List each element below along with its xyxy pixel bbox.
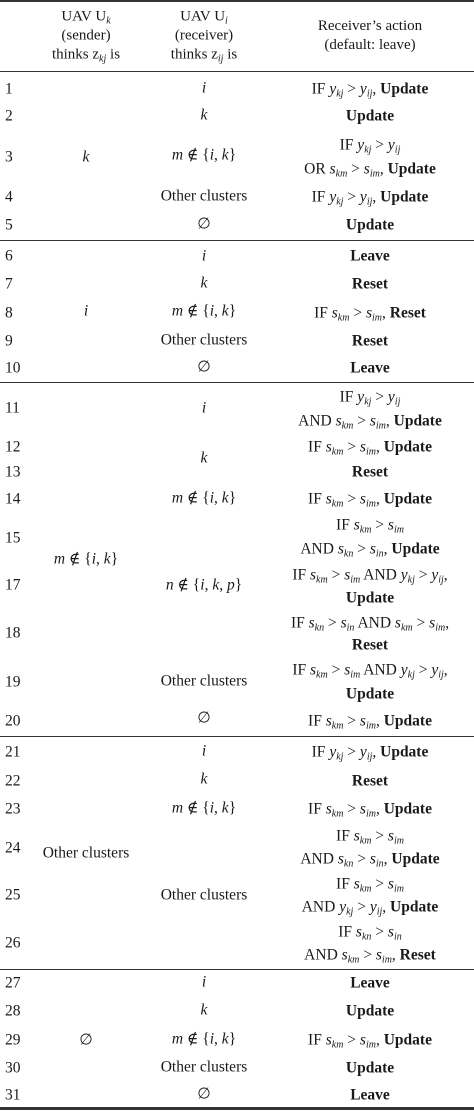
header-sender-line-1: UAV $U_k$ (61, 8, 111, 27)
receiver-value: k (200, 274, 208, 292)
action-text: Update (345, 1002, 395, 1020)
receiver-value: Other clusters (160, 331, 248, 349)
receiver-value: m ∉ {i, k} (171, 1030, 237, 1048)
receiver-value: ∅ (197, 215, 211, 233)
action-text: Leave (350, 974, 390, 992)
row-number: 7 (5, 275, 13, 293)
row-number: 22 (5, 772, 21, 790)
top-rule (0, 0, 474, 2)
group-rule (0, 240, 474, 241)
receiver-value: ∅ (197, 709, 211, 727)
header-receiver-line-3: thinks $z_{ij}$ is (170, 46, 238, 65)
action-text: IF $s_{km} > s_{im}$ (336, 516, 404, 536)
row-number: 25 (5, 886, 21, 904)
header-receiver-line-2: (receiver) (174, 27, 234, 44)
row-number: 26 (5, 934, 21, 952)
sender-value: Other clusters (42, 844, 130, 862)
receiver-value: Other clusters (160, 886, 248, 904)
receiver-value: k (200, 449, 208, 467)
action-text: Reset (351, 332, 389, 350)
action-text: IF $y_{kj} > y_{ij}$, Update (311, 80, 429, 100)
action-text: IF $y_{kj} > y_{ij}$ (339, 388, 401, 408)
action-text: IF $s_{kn} > s_{in}$ (338, 923, 402, 943)
action-text: IF $s_{km} > s_{im}$, Update (308, 438, 432, 458)
row-number: 2 (5, 107, 13, 125)
receiver-value: k (200, 106, 208, 124)
action-text: IF $y_{kj} > y_{ij}$, Update (311, 743, 429, 763)
row-number: 13 (5, 463, 21, 481)
sender-value: i (83, 302, 89, 320)
receiver-value: i (201, 399, 207, 417)
row-number: 28 (5, 1002, 21, 1020)
action-text: Update (345, 589, 395, 607)
row-number: 30 (5, 1059, 21, 1077)
header-receiver (171, 8, 237, 65)
action-text: Update (345, 216, 395, 234)
action-text: IF $s_{km} > s_{im}$, Update (308, 712, 432, 732)
header-rule (0, 71, 474, 72)
action-text: IF $s_{km} > s_{im}$, Reset (314, 304, 426, 324)
receiver-value: i (201, 742, 207, 760)
action-text: Leave (350, 247, 390, 265)
header-action-line-1: Receiver’s action (317, 18, 423, 34)
action-text: IF $s_{kn} > s_{in}$ AND $s_{km} > s_{im}$, (290, 614, 450, 634)
row-number: 1 (5, 80, 13, 98)
action-text: IF $s_{km} > s_{im}$, Update (308, 1031, 432, 1051)
group-rule (0, 736, 474, 737)
group-rule (0, 382, 474, 383)
receiver-value: ∅ (197, 1085, 211, 1103)
action-text: IF $y_{kj} > y_{ij}$, Update (311, 188, 429, 208)
action-text: Update (345, 1059, 395, 1077)
row-number: 21 (5, 743, 21, 761)
action-text: Reset (351, 463, 389, 481)
action-text: IF $s_{km} > s_{im}$ AND $y_{kj} > y_{ij}$, (292, 566, 448, 586)
action-text: Leave (350, 359, 390, 377)
action-text: AND $s_{km} > s_{im}$, Update (298, 412, 442, 432)
row-number: 4 (5, 188, 13, 206)
header-sender-line-2: (sender) (61, 27, 111, 44)
receiver-value: m ∉ {i, k} (171, 302, 237, 320)
row-number: 20 (5, 712, 21, 730)
action-text: OR $s_{km} > s_{im}$, Update (304, 160, 436, 180)
row-number: 31 (5, 1086, 21, 1104)
row-number: 5 (5, 216, 13, 234)
row-number: 14 (5, 490, 21, 508)
row-number: 27 (5, 974, 21, 992)
receiver-value: i (201, 973, 207, 991)
action-text: IF $s_{km} > s_{im}$, Update (308, 490, 432, 510)
action-text: AND $s_{km} > s_{im}$, Reset (304, 946, 436, 966)
receiver-value: m ∉ {i, k} (171, 799, 237, 817)
receiver-value: k (200, 1001, 208, 1019)
header-action (318, 17, 422, 55)
header-receiver-line-1: UAV $U_i$ (180, 8, 228, 27)
receiver-value: Other clusters (160, 187, 248, 205)
header-sender (52, 8, 120, 65)
header-action-line-2: (default: leave) (324, 37, 416, 53)
receiver-value: k (200, 770, 208, 788)
row-number: 18 (5, 624, 21, 642)
sender-value: ∅ (79, 1031, 93, 1049)
action-text: AND $s_{kn} > s_{in}$, Update (300, 540, 440, 560)
header-sender-line-3: thinks $z_{kj}$ is (51, 46, 121, 65)
receiver-value: i (201, 79, 207, 97)
sender-value: k (82, 148, 90, 166)
row-number: 12 (5, 438, 21, 456)
receiver-value: ∅ (197, 358, 211, 376)
row-number: 23 (5, 800, 21, 818)
action-text: AND $s_{kn} > s_{in}$, Update (300, 850, 440, 870)
action-text: IF $s_{km} > s_{im}$ (336, 875, 404, 895)
group-rule (0, 969, 474, 970)
receiver-value: i (201, 247, 207, 265)
action-text: IF $y_{kj} > y_{ij}$ (339, 136, 401, 156)
action-text: Leave (350, 1086, 390, 1104)
receiver-value: Other clusters (160, 672, 248, 690)
row-number: 6 (5, 247, 13, 265)
row-number: 9 (5, 332, 13, 350)
action-text: Update (345, 685, 395, 703)
row-number: 29 (5, 1031, 21, 1049)
action-text: IF $s_{km} > s_{im}$ (336, 827, 404, 847)
receiver-value: m ∉ {i, k} (171, 146, 237, 164)
receiver-value: m ∉ {i, k} (171, 489, 237, 507)
action-text: Reset (351, 275, 389, 293)
action-text: Reset (351, 772, 389, 790)
action-text: Update (345, 107, 395, 125)
sender-value: m ∉ {i, k} (53, 550, 119, 568)
row-number: 8 (5, 304, 13, 322)
action-text: IF $s_{km} > s_{im}$, Update (308, 800, 432, 820)
row-number: 3 (5, 148, 13, 166)
receiver-value: n ∉ {i, k, p} (165, 576, 243, 594)
row-number: 11 (5, 399, 20, 417)
row-number: 15 (5, 529, 21, 547)
row-number: 19 (5, 673, 21, 691)
bottom-rule (0, 1107, 474, 1110)
row-number: 10 (5, 359, 21, 377)
row-number: 17 (5, 576, 21, 594)
action-text: IF $s_{km} > s_{im}$ AND $y_{kj} > y_{ij}$, (292, 661, 448, 681)
receiver-value: Other clusters (160, 1058, 248, 1076)
action-text: Reset (351, 636, 389, 654)
action-text: AND $y_{kj} > y_{ij}$, Update (301, 898, 439, 918)
row-number: 24 (5, 839, 21, 857)
